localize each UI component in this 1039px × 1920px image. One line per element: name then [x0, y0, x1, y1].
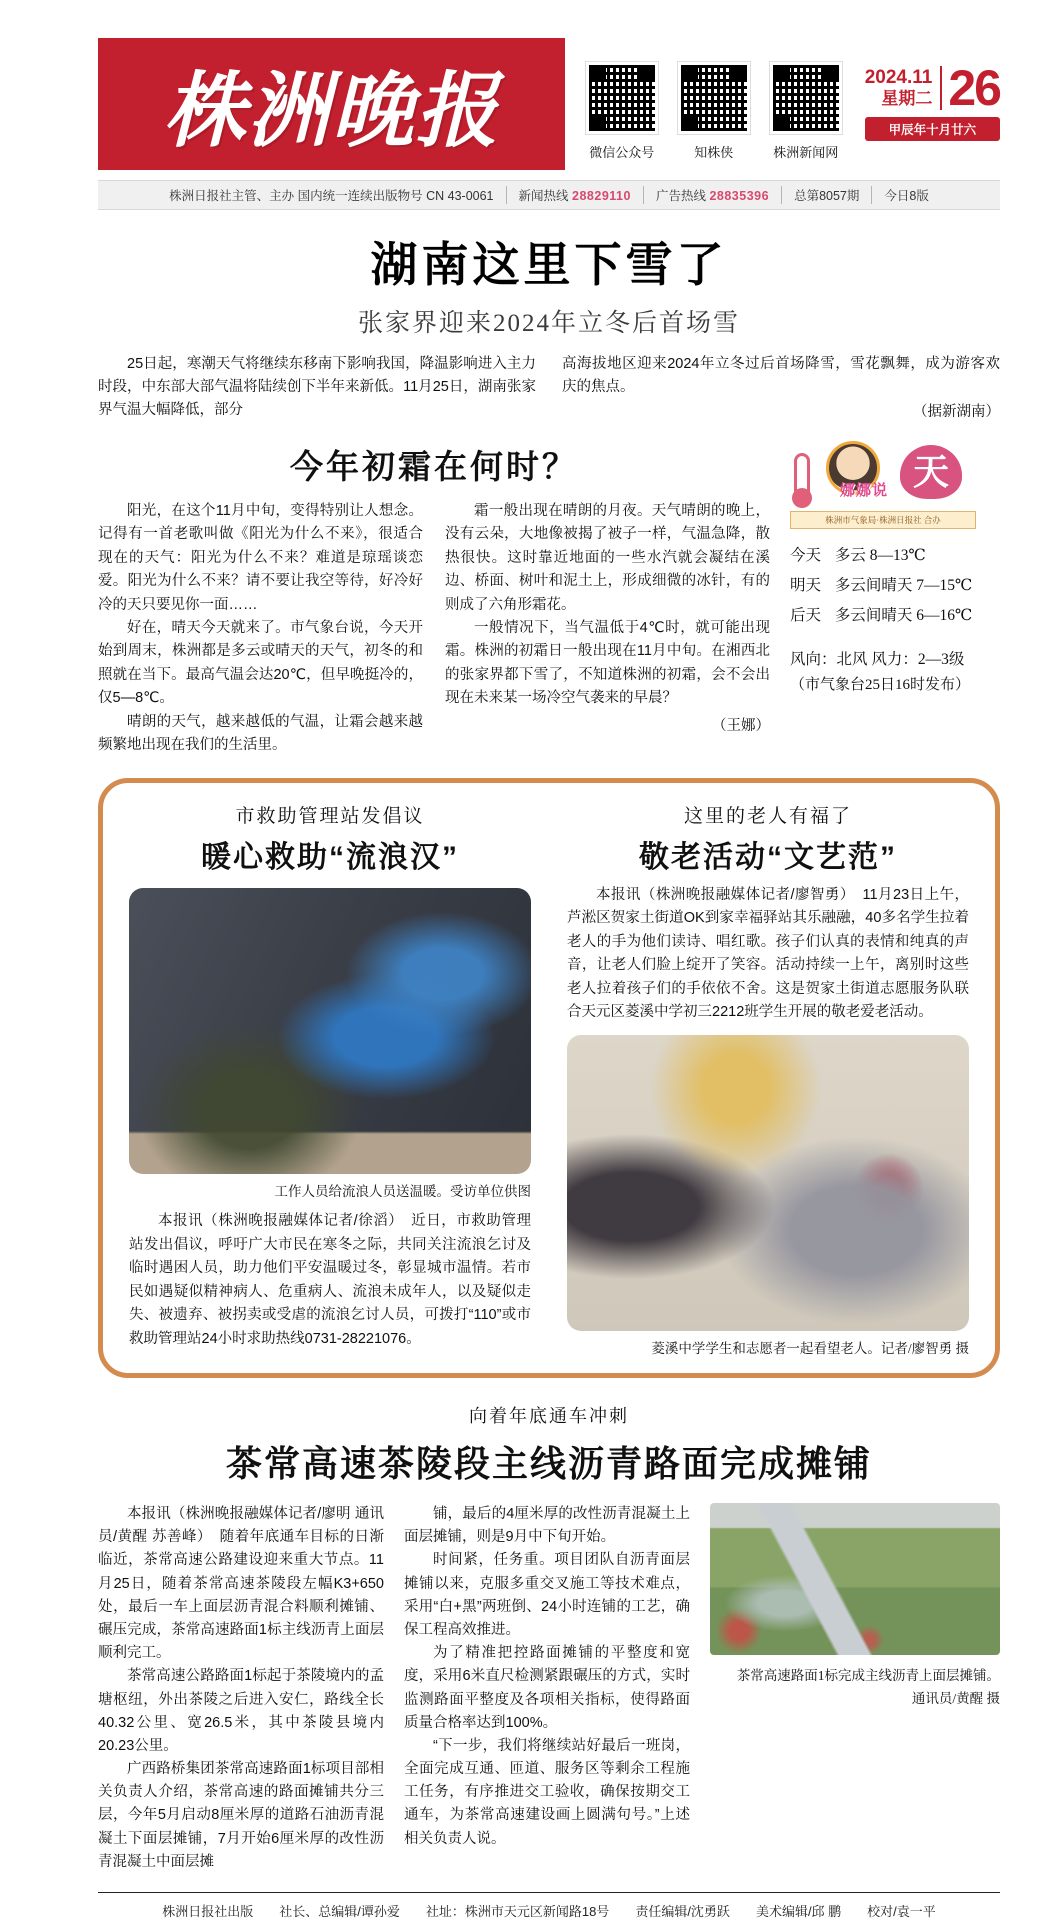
caption-line: 通讯员/黄醒 摄 [911, 1690, 1000, 1706]
weather-forecast-rows [790, 543, 990, 625]
imprint-editor-in-chief: 社长、总编辑/谭孙爱 [279, 1904, 400, 1920]
ad-hotline-number: 28835396 [709, 189, 770, 203]
article-highway-title: 茶常高速茶陵段主线沥青路面完成摊铺 [225, 1444, 872, 1485]
forecast-day-label: 今天 [790, 546, 822, 564]
qr-label: 知株侠 [694, 145, 734, 160]
article-highway [98, 1402, 1000, 1874]
rescue-photo [129, 888, 531, 1174]
forecast-row-today [790, 543, 990, 565]
qr-code-group [583, 62, 845, 161]
paragraph: 好在，晴天今天就来了。市气象台说，今天开始到周末，株洲都是多云或晴天的天气，初冬的和照就在当下。最高气温会达20℃，但早晚挺冷的，仅5—8℃。 [98, 619, 423, 707]
qr-item-news-site [767, 62, 845, 161]
publisher-info: 株洲日报社主管、主办 国内统一连续出版物号 CN 43-0061 [169, 189, 494, 203]
article-snow [98, 228, 1000, 425]
issue-number: 总第8057期 [781, 186, 871, 204]
qr-label: 株洲新闻网 [773, 145, 839, 160]
article-elders-body: 本报讯（株洲晚报融媒体记者/廖智勇） 11月23日上午，芦淞区贺家土街道OK到家幸福驿站其乐融融，40多名学生拉着老人的手为他们读诗、唱红歌。孩子们认真的表情和纯真的声音，让老人们脸上绽开了笑容。活动持续一上午，离别时这些老人拉着孩子们的手依依不舍。这是贺家土街道志愿服务队联合天元区菱溪中学初三2212班学生开展的敬老爱老活动。 [567, 886, 969, 1021]
date-block [864, 60, 1000, 141]
ad-hotline [643, 186, 781, 204]
forecast-row-day-after [790, 603, 990, 625]
article-highway-col1 [98, 1503, 384, 1874]
forecast-value: 多云 8—13℃ [834, 546, 926, 564]
imprint-footer [98, 1892, 1000, 1920]
forecast-day-label: 明天 [790, 576, 822, 594]
publication-info-bar [98, 180, 1000, 210]
paragraph: “下一步，我们将继续站好最后一班岗，全面完成互通、匝道、服务区等剩余工程施工任务，有序推进交工验收，确保按期交工通车，为茶常高速建设画上圆满句号。”上述相关负责人说。 [404, 1737, 690, 1847]
wind-info: 风向：北风 风力：2—3级 [790, 650, 965, 668]
article-frost-col2 [445, 500, 770, 758]
highway-photo-caption [710, 1665, 1000, 1711]
paragraph: 茶常高速公路路面1标起于茶陵境内的孟塘枢纽，外出茶陵之后进入安仁，路线全长40.32公里、宽26.5米，其中茶陵县境内20.23公里。 [98, 1668, 384, 1754]
qr-label: 微信公众号 [589, 145, 655, 160]
article-highway-kicker: 向着年底通车冲刺 [469, 1406, 629, 1427]
highway-photo-column [710, 1503, 1000, 1874]
article-frost-col1 [98, 500, 423, 758]
paragraph: 霜一般出现在晴朗的月夜。天气晴朗的晚上，没有云朵，大地像被揭了被子一样，气温急降，散热很快。这时靠近地面的一些水汽就会凝结在溪边、桥面、树叶和泥土上，形成细微的冰针，有的则成了六角形霜花。 [445, 502, 770, 613]
forecast-row-tomorrow [790, 573, 990, 595]
elders-photo [567, 1035, 969, 1331]
lunar-date-badge: 甲辰年十月廿六 [865, 117, 1000, 141]
qr-code-icon [678, 62, 750, 134]
paragraph: 本报讯（株洲晚报融媒体记者/廖明 通讯员/黄醒 苏善峰） 随着年底通车目标的日渐临近，茶常高速公路建设迎来重大节点。11月25日，随着茶常高速茶陵段左幅K3+650处，最后一车上面层沥青混合料顺利摊铺、碾压完成，茶常高速路面1标主线沥青上面层顺利完工。 [98, 1506, 384, 1662]
article-rescue-kicker: 市救助管理站发倡议 [235, 805, 425, 827]
article-highway-col2 [404, 1503, 690, 1874]
article-elders-kicker: 这里的老人有福了 [683, 805, 852, 827]
article-frost [98, 441, 770, 758]
date-day: 26 [948, 60, 1000, 116]
feature-box [98, 778, 1000, 1378]
news-hotline-label: 新闻热线 [518, 189, 569, 203]
article-frost-byline: （王娜） [712, 717, 770, 734]
rescue-photo-caption: 工作人员给流浪人员送温暖。受访单位供图 [274, 1183, 531, 1199]
forecast-value: 多云间晴天 6—16℃ [834, 606, 973, 624]
article-rescue [129, 799, 531, 1359]
paragraph: 阳光，在这个11月中旬，变得特别让人想念。记得有一首老歌叫做《阳光为什么不来》，很适合现在的天气：阳光为什么不来？难道是琼瑶谈恋爱。阳光为什么不来？请不要让我空等待，好冷好冷的天只要见你一面…… [98, 502, 423, 613]
imprint-address: 社址：株洲市天元区新闻路18号 [425, 1904, 610, 1920]
imprint-publisher: 株洲日报社出版 [162, 1904, 254, 1920]
article-snow-headline: 湖南这里下雪了 [370, 238, 728, 291]
caption-line: 茶常高速路面1标完成主线沥青上面层摊铺。 [736, 1668, 1000, 1684]
forecast-day-label: 后天 [790, 606, 822, 624]
newspaper-title: 株洲晚报 [163, 65, 500, 157]
paragraph: 晴朗的天气，越来越低的气温，让霜会越来越频繁地出现在我们的生活里。 [98, 713, 423, 754]
article-rescue-body: 本报讯（株洲晚报融媒体记者/徐滔） 近日，市救助管理站发出倡议，呼吁广大市民在寒冬之际，共同关注流浪乞讨及临时遇困人员，助力他们平安温暖过冬，彰显城市温情。若市民如遇疑似精神病人、危重病人、流浪未成年人，以及疑似走失、被遗弃、被拐卖或受虐的流浪乞讨人员，可拨打“110”或市救助管理站24小时求助热线0731-28221076。 [129, 1213, 531, 1347]
highway-photo [710, 1503, 1000, 1655]
article-snow-source: （据新湖南） [913, 404, 1000, 421]
qr-code-icon [770, 62, 842, 134]
article-snow-subhead: 张家界迎来2024年立冬后首场雪 [357, 310, 740, 337]
article-elders-title: 敬老活动“文艺范” [639, 840, 897, 874]
newspaper-nameplate [98, 38, 565, 170]
elders-photo-caption: 菱溪中学学生和志愿者一起看望老人。记者/廖智勇 摄 [651, 1340, 969, 1356]
article-elders [567, 799, 969, 1359]
news-hotline [506, 186, 643, 204]
ad-hotline-label: 广告热线 [655, 189, 706, 203]
page-count: 今日8版 [871, 186, 940, 204]
weather-brand-subtitle: 株洲市气象局·株洲日报社 合办 [790, 511, 976, 529]
weather-forecast-box [790, 441, 990, 758]
weather-brand-main: 天 [900, 445, 962, 499]
article-snow-col2 [562, 353, 1000, 425]
paragraph: 铺，最后的4厘米厚的改性沥青混凝土上面层摊铺，则是9月中下旬开始。 [404, 1506, 690, 1546]
paragraph: 时间紧，任务重。项目团队自沥青面层摊铺以来，克服多重交叉施工等技术难点，采用“白+黑”两班倒、24小时连铺的工艺，确保工程高效推进。 [404, 1552, 690, 1638]
paragraph: 为了精准把控路面摊铺的平整度和宽度，采用6米直尺检测紧跟碾压的方式，实时监测路面平整度及各项相关指标，使得路面质量合格率达到100%。 [404, 1645, 690, 1731]
date-weekday: 星期二 [881, 89, 933, 109]
thermometer-icon [794, 453, 810, 499]
imprint-duty-editor: 责任编辑/沈勇跃 [635, 1904, 730, 1920]
qr-item-wechat [583, 62, 661, 161]
article-snow-col2-text: 高海拔地区迎来2024年立冬过后首场降雪，雪花飘舞，成为游客欢庆的焦点。 [562, 356, 1000, 396]
article-snow-col1: 25日起，寒潮天气将继续东移南下影响我国，降温影响进入主力时段，中东部大部气温将陆续创下半年来新低。11月25日，湖南张家界气温大幅降低，部分 [98, 356, 536, 419]
newspaper-front-page [98, 38, 1000, 1920]
qr-item-zhizhuxia [675, 62, 753, 161]
masthead [98, 38, 1000, 170]
forecast-issued-info: （市气象台25日16时发布） [790, 676, 971, 693]
news-hotline-number: 28829110 [572, 189, 631, 203]
imprint-art-editor: 美术编辑/邱 鹏 [755, 1904, 842, 1920]
forecast-value: 多云间晴天 7—15℃ [834, 576, 973, 594]
weather-brand-logo [790, 441, 990, 529]
paragraph: 一般情况下，当气温低于4℃时，就可能出现霜。株洲的初霜日一般出现在11月中旬。在湘西北的张家界都下雪了，不知道株洲的初霜，会不会出现在未来某一场冷空气袭来的早晨？ [445, 619, 770, 707]
qr-code-icon [586, 62, 658, 134]
article-rescue-title: 暖心救助“流浪汉” [201, 840, 459, 874]
article-frost-title: 今年初霜在何时？ [290, 449, 578, 486]
paragraph: 广西路桥集团茶常高速路面1标项目部相关负责人介绍，茶常高速的路面摊铺共分三层，今年5月启动8厘米厚的道路石油沥青混凝土下面层摊铺，7月开始6厘米厚的改性沥青混凝土中面层摊 [98, 1761, 384, 1870]
date-year-month: 2024.11 [864, 67, 933, 89]
weather-brand-prefix: 娜娜说 [840, 481, 889, 499]
imprint-proofreader: 校对/袁一平 [867, 1904, 936, 1920]
